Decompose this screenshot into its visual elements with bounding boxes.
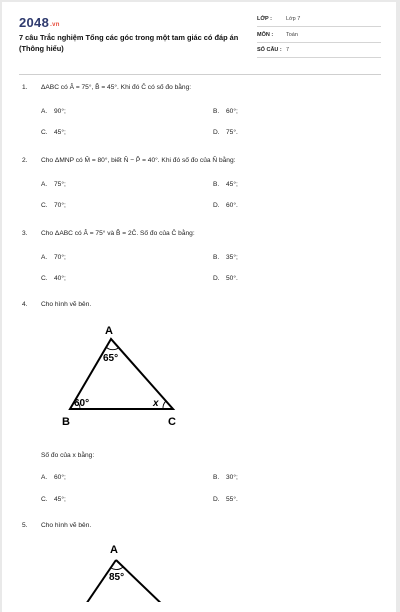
option-text: 45°; xyxy=(226,181,238,188)
option-text: 75°. xyxy=(226,129,238,136)
angle-a-label: 85° xyxy=(109,572,125,583)
angle-c-label: x xyxy=(153,398,159,409)
question-number: 2. xyxy=(22,157,28,164)
meta-value: 7 xyxy=(286,47,290,53)
option-text: 90°; xyxy=(54,108,66,115)
angle-a-arc xyxy=(107,348,120,350)
header-divider xyxy=(19,74,381,75)
brand-name: 2048 xyxy=(19,15,50,30)
meta-label: LỚP : xyxy=(257,16,272,22)
angle-a-label: 65° xyxy=(103,353,119,364)
option-d[interactable] xyxy=(213,275,238,282)
question-subtext: Số đo của x bằng: xyxy=(41,452,95,459)
vertex-b-label: B xyxy=(62,416,70,428)
option-letter: D. xyxy=(213,129,220,136)
option-text: 50°. xyxy=(226,275,238,282)
option-letter: A. xyxy=(41,181,48,188)
option-text: 70°; xyxy=(54,202,66,209)
option-letter: B. xyxy=(213,474,220,481)
question-text: Cho ΔMNP có M̂ = 80°, biết N̂ − P̂ = 40°. Khi đó số đo của N̂ bằng: xyxy=(41,157,236,164)
option-b[interactable] xyxy=(213,474,238,481)
option-text: 75°; xyxy=(54,181,66,188)
option-a[interactable] xyxy=(41,474,66,481)
question-number: 4. xyxy=(22,301,28,308)
option-c[interactable] xyxy=(41,496,66,503)
option-c[interactable] xyxy=(41,202,66,209)
option-a[interactable] xyxy=(41,108,66,115)
meta-label: SỐ CÂU : xyxy=(257,47,282,53)
option-text: 60°; xyxy=(54,474,66,481)
question-number: 3. xyxy=(22,230,28,237)
option-text: 55°. xyxy=(226,496,238,503)
angle-a-arc xyxy=(111,567,123,570)
option-letter: A. xyxy=(41,108,48,115)
question-text: Cho ΔABC có Â = 75° và B̂ = 2Ĉ. Số đo của Ĉ bằng: xyxy=(41,230,195,237)
option-letter: B. xyxy=(213,108,220,115)
question-text: Cho hình vẽ bên. xyxy=(41,522,92,529)
triangle-figure xyxy=(54,318,194,430)
option-letter: D. xyxy=(213,496,220,503)
vertex-a-label: A xyxy=(105,325,113,337)
meta-question-count xyxy=(257,45,381,58)
meta-value: Lớp 7 xyxy=(286,16,301,22)
option-text: 45°; xyxy=(54,496,66,503)
option-text: 40°; xyxy=(54,275,66,282)
option-letter: C. xyxy=(41,275,48,282)
option-text: 35°; xyxy=(226,254,238,261)
document-page xyxy=(2,2,396,612)
question-number: 5. xyxy=(22,522,28,529)
vertex-a-label: A xyxy=(110,544,118,556)
option-b[interactable] xyxy=(213,108,238,115)
angle-c-arc xyxy=(163,401,166,409)
option-text: 45°; xyxy=(54,129,66,136)
option-letter: C. xyxy=(41,496,48,503)
option-c[interactable] xyxy=(41,129,66,136)
document-title: 7 câu Trắc nghiệm Tổng các góc trong một tam giác có đáp án (Thông hiểu) xyxy=(19,33,239,53)
question-text: Cho hình vẽ bên. xyxy=(41,301,92,308)
question-number: 1. xyxy=(22,84,28,91)
option-a[interactable] xyxy=(41,254,66,261)
angle-b-label: 60° xyxy=(74,398,90,409)
option-letter: B. xyxy=(213,254,220,261)
option-letter: D. xyxy=(213,275,220,282)
option-letter: C. xyxy=(41,202,48,209)
site-logo[interactable] xyxy=(19,15,60,30)
meta-class xyxy=(257,14,381,27)
option-c[interactable] xyxy=(41,275,66,282)
document-header xyxy=(2,2,396,72)
option-d[interactable] xyxy=(213,202,238,209)
option-text: 60°; xyxy=(226,108,238,115)
option-b[interactable] xyxy=(213,254,238,261)
option-letter: B. xyxy=(213,181,220,188)
question-text: ΔABC có Â = 75°, B̂ = 45°. Khi đó Ĉ có số đo bằng: xyxy=(41,84,192,91)
option-d[interactable] xyxy=(213,129,238,136)
vertex-c-label: C xyxy=(168,416,176,428)
meta-label: MÔN : xyxy=(257,32,274,38)
option-d[interactable] xyxy=(213,496,238,503)
meta-subject xyxy=(257,30,381,43)
brand-suffix: .vn xyxy=(50,22,60,28)
option-letter: A. xyxy=(41,254,48,261)
option-letter: A. xyxy=(41,474,48,481)
option-text: 70°; xyxy=(54,254,66,261)
option-b[interactable] xyxy=(213,181,238,188)
triangle-figure-partial xyxy=(72,540,192,602)
option-letter: D. xyxy=(213,202,220,209)
option-text: 30°; xyxy=(226,474,238,481)
option-a[interactable] xyxy=(41,181,66,188)
option-text: 60°. xyxy=(226,202,238,209)
option-letter: C. xyxy=(41,129,48,136)
meta-value: Toán xyxy=(286,32,298,38)
